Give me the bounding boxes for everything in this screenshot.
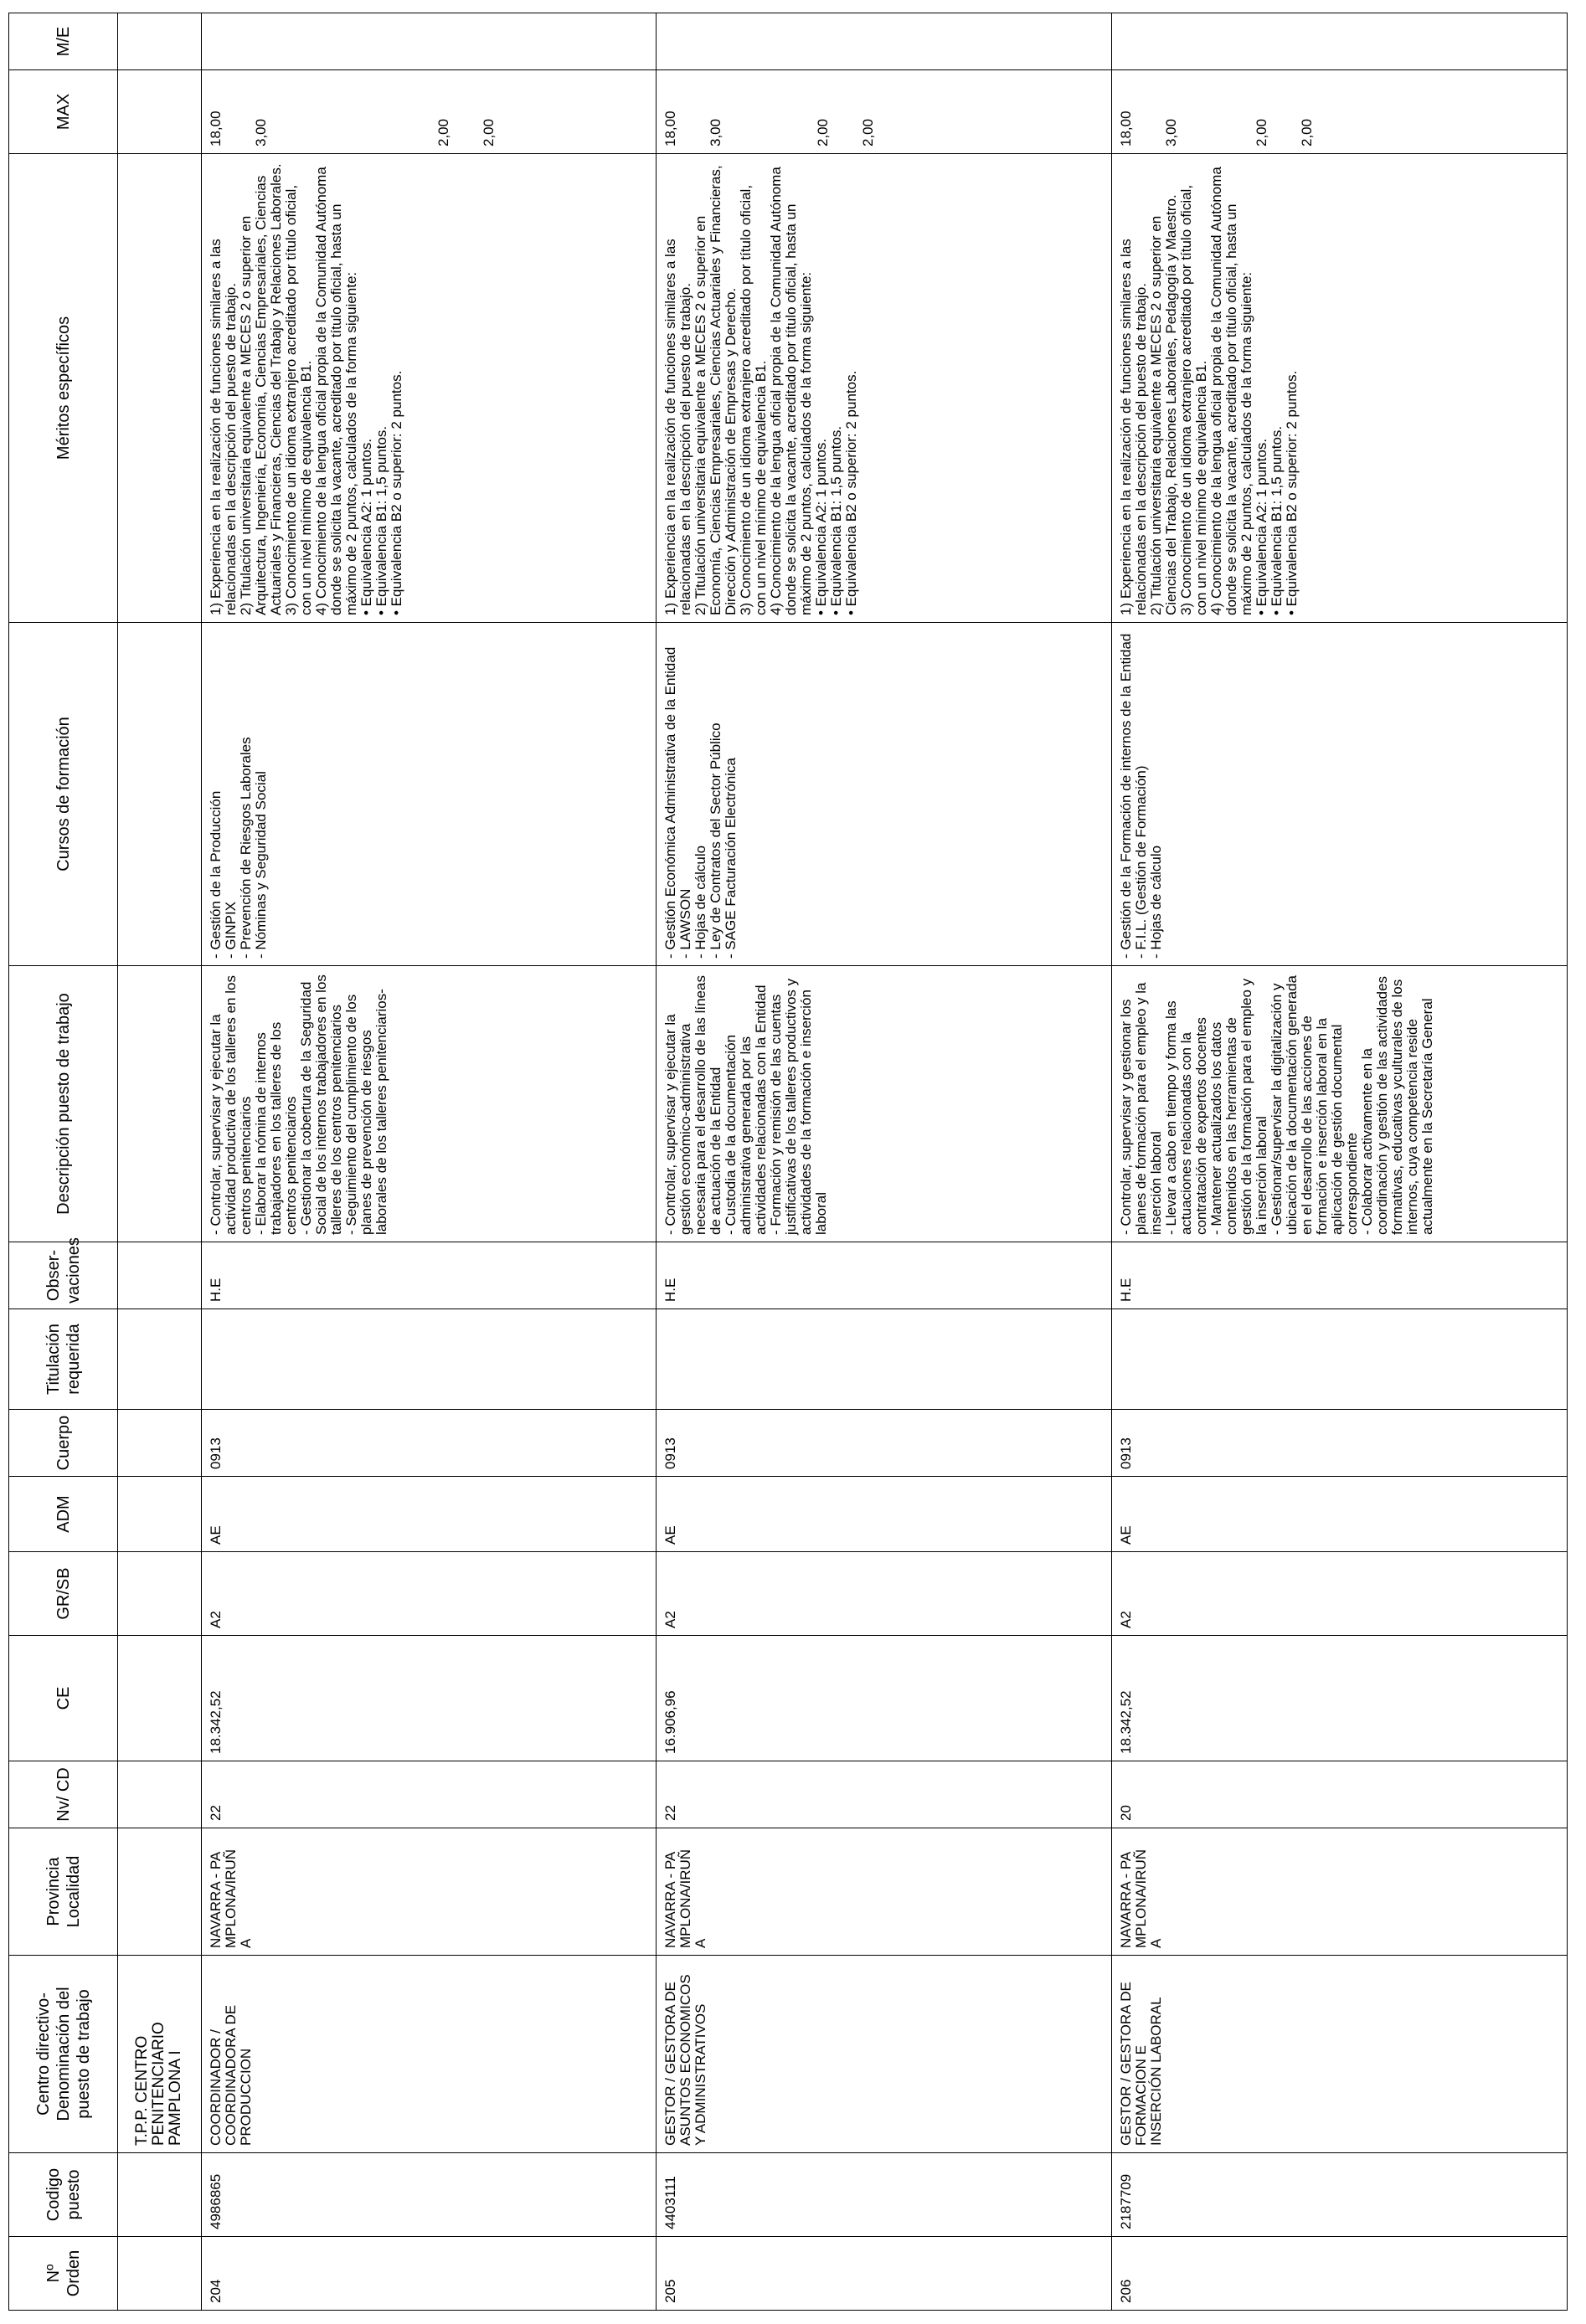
max-value: 3,00: [1163, 118, 1180, 147]
header-adm: ADM: [9, 1477, 118, 1552]
max-value: 3,00: [708, 118, 724, 147]
group-empty-cell: [118, 1552, 202, 1636]
group-empty-cell: [118, 2237, 202, 2311]
cell-titulacion: [1112, 1309, 1568, 1410]
group-empty-cell: [118, 1242, 202, 1309]
cell-observaciones: H.E: [657, 1242, 1112, 1309]
header-orden: Nº Orden: [9, 2237, 118, 2311]
group-centro: T.P.P. CENTRO PENITENCIARIO PAMPLONA I: [118, 1956, 202, 2153]
cell-adm: AE: [657, 1477, 1112, 1552]
cell-nivel: 22: [201, 1761, 657, 1828]
cell-me: [657, 13, 1112, 70]
cell-grsb: A2: [1112, 1552, 1568, 1636]
group-row: [118, 13, 202, 2311]
table-row: [1112, 13, 1568, 2311]
cell-ce: 18.342,52: [201, 1636, 657, 1761]
cell-max: [201, 70, 657, 154]
max-value: 2,00: [435, 118, 451, 147]
group-empty-cell: [118, 1410, 202, 1477]
group-empty-cell: [118, 2153, 202, 2237]
group-empty-cell: [118, 70, 202, 154]
cell-meritos: 1) Experiencia en la realización de funciones similares a las relacionadas en la descripción del puesto de trabajo. 2) Titulación universitaria equivalente a MECES 2 o superior en Arquitectura, Ingeniería, Economía, Ciencias Empresariales, Ciencias Actuariales y Financieras, Ciencias del Trabajo y Relaciones Laborales. 3) Conocimiento de un idioma extranjero acreditado por título oficial, con un nivel mínimo de equivalencia B1. 4) Conocimiento de la lengua oficial propia de la Comunidad Autónoma donde se solicita la vacante, acreditado por título oficial, hasta un máximo de 2 puntos, calculados de la forma siguiente: • Equivalencia A2: 1 puntos. • Equivalencia B1: 1,5 puntos. • Equivalencia B2 o superior: 2 puntos.: [201, 154, 657, 623]
cell-denominacion: COORDINADOR / COORDINADORA DE PRODUCCION: [201, 1956, 657, 2153]
max-value: 18,00: [207, 111, 224, 147]
cell-orden: 204: [201, 2237, 657, 2311]
max-value: 2,00: [1254, 118, 1270, 147]
cell-cuerpo: 0913: [201, 1410, 657, 1477]
header-me: M/E: [9, 13, 118, 70]
max-value: 2,00: [860, 118, 877, 147]
header-meritos: Méritos específicos: [9, 154, 118, 623]
table-row: [657, 13, 1112, 2311]
cell-observaciones: H.E: [201, 1242, 657, 1309]
cell-provincia: NAVARRA - PA MPLONA/IRUÑ A: [1112, 1828, 1568, 1956]
max-value: 3,00: [252, 118, 269, 147]
table-row: [201, 13, 657, 2311]
cell-codigo: 4986865: [201, 2153, 657, 2237]
cell-codigo: 2187709: [1112, 2153, 1568, 2237]
cell-orden: 205: [657, 2237, 1112, 2311]
header-centro: Centro directivo- Denominación del puesto de trabajo: [9, 1956, 118, 2153]
cell-cuerpo: 0913: [657, 1410, 1112, 1477]
header-cuerpo: Cuerpo: [9, 1410, 118, 1477]
group-empty-cell: [118, 13, 202, 70]
cell-denominacion: GESTOR / GESTORA DE ASUNTOS ECONOMICOS Y ADMINISTRATIVOS: [657, 1956, 1112, 2153]
cell-titulacion: [657, 1309, 1112, 1410]
max-value: 2,00: [815, 118, 832, 147]
max-value: 2,00: [1299, 118, 1316, 147]
cell-meritos: 1) Experiencia en la realización de funciones similares a las relacionadas en la descripción del puesto de trabajo. 2) Titulación universitaria equivalente a MECES 2 o superior en Ciencias del Trabajo, Relaciones Laborales, Pedagogía y Maestro. 3) Conocimiento de un idioma extranjero acreditado por título oficial, con un nivel mínimo de equivalencia B1. 4) Conocimiento de la lengua oficial propia de la Comunidad Autónoma donde se solicita la vacante, acreditado por título oficial, hasta un máximo de 2 puntos, calculados de la forma siguiente: • Equivalencia A2: 1 puntos. • Equivalencia B1: 1,5 puntos. • Equivalencia B2 o superior: 2 puntos.: [1112, 154, 1568, 623]
cell-max: [1112, 70, 1568, 154]
header-row: [9, 13, 118, 2311]
group-empty-cell: [118, 154, 202, 623]
cell-descripcion: - Controlar, supervisar y ejecutar la gestión económico-administrativa necesaria para el desarrollo de las líneas de actuación de la Entidad - Custodia de la documentación administrativa generada por las actividades relacionadas con la Entidad - Formación y remisión de las cuentas justificativas de los talleres productivos y actividades de la formación e inserción laboral: [657, 966, 1112, 1242]
header-cursos: Cursos de formación: [9, 623, 118, 966]
group-empty-cell: [118, 623, 202, 966]
group-empty-cell: [118, 966, 202, 1242]
header-titulacion: Titulación requerida: [9, 1309, 118, 1410]
cell-cursos: - Gestión de la Formación de internos de la Entidad - F.I.L. (Gestión de Formación) - Hojas de cálculo: [1112, 623, 1568, 966]
cell-provincia: NAVARRA - PA MPLONA/IRUÑ A: [201, 1828, 657, 1956]
cell-denominacion: GESTOR / GESTORA DE FORMACION E INSERCIÓN LABORAL: [1112, 1956, 1568, 2153]
cell-nivel: 22: [657, 1761, 1112, 1828]
cell-cursos: - Gestión Económica Administrativa de la Entidad - LAWSON - Hojas de cálculo - Ley de Contratos del Sector Público - SAGE Facturación Electrónica: [657, 623, 1112, 966]
header-observaciones: Obser- vaciones: [9, 1242, 118, 1309]
header-max: MAX: [9, 70, 118, 154]
header-ce: CE: [9, 1636, 118, 1761]
cell-ce: 16.906,96: [657, 1636, 1112, 1761]
header-nivel: Nv/ CD: [9, 1761, 118, 1828]
cell-me: [201, 13, 657, 70]
cell-ce: 18.342,52: [1112, 1636, 1568, 1761]
max-value: 18,00: [662, 111, 679, 147]
cell-descripcion: - Controlar, supervisar y gestionar los planes de formación para el empleo y la inserción laboral - Llevar a cabo en tiempo y forma las actuaciones relacionadas con la contratación de expertos docentes - Mantener actualizados los datos contenidos en las herramientas de gestión de la formación para el empleo y la inserción laboral - Gestionar/supervisar la digitalización y ubicación de la documentación generada en el desarrollo de las acciones de formación e inserción laboral en la aplicación de gestión documental correspondiente - Colaborar activamente en la coordinación y gestión de las actividades formativas, educativas yculturales de los internos, cuya competencia reside actualmente en la Secretaría General: [1112, 966, 1568, 1242]
cell-cuerpo: 0913: [1112, 1410, 1568, 1477]
header-grsb: GR/SB: [9, 1552, 118, 1636]
cell-orden: 206: [1112, 2237, 1568, 2311]
cell-adm: AE: [1112, 1477, 1568, 1552]
group-empty-cell: [118, 1636, 202, 1761]
cell-descripcion: - Controlar, supervisar y ejecutar la actividad productiva de los talleres en los centros penitenciarios - Elaborar la nómina de internos trabajadores en los talleres de los centros penitenciarios - Gestionar la cobertura de la Seguridad Social de los internos trabajadores en los talleres de los centros penitenciarios - Seguimiento del cumplimiento de los planes de prevención de riesgos laborales de los talleres penitenciarios-: [201, 966, 657, 1242]
group-empty-cell: [118, 1761, 202, 1828]
cell-grsb: A2: [201, 1552, 657, 1636]
cell-adm: AE: [201, 1477, 657, 1552]
cell-me: [1112, 13, 1568, 70]
cell-provincia: NAVARRA - PA MPLONA/IRUÑ A: [657, 1828, 1112, 1956]
header-provincia: Provincia Localidad: [9, 1828, 118, 1956]
cell-observaciones: H.E: [1112, 1242, 1568, 1309]
cell-grsb: A2: [657, 1552, 1112, 1636]
job-positions-table: [8, 13, 1568, 2311]
cell-titulacion: [201, 1309, 657, 1410]
max-value: 18,00: [1118, 111, 1135, 147]
group-empty-cell: [118, 1477, 202, 1552]
group-empty-cell: [118, 1828, 202, 1956]
header-codigo: Codigo puesto: [9, 2153, 118, 2237]
cell-max: [657, 70, 1112, 154]
cell-nivel: 20: [1112, 1761, 1568, 1828]
cell-codigo: 4403111: [657, 2153, 1112, 2237]
cell-cursos: - Gestión de la Producción - GINPIX - Prevención de Riesgos Laborales - Nóminas y Seguridad Social: [201, 623, 657, 966]
header-descripcion: Descripción puesto de trabajo: [9, 966, 118, 1242]
max-value: 2,00: [480, 118, 497, 147]
cell-meritos: 1) Experiencia en la realización de funciones similares a las relacionadas en la descripción del puesto de trabajo. 2) Titulación universitaria equivalente a MECES 2 o superior en Economía, Ciencias Empresariales, Ciencias Actuariales y Financieras, Dirección y Administración de Empresas y Derecho. 3) Conocimiento de un idioma extranjero acreditado por título oficial, con un nivel mínimo de equivalencia B1. 4) Conocimiento de la lengua oficial propia de la Comunidad Autónoma donde se solicita la vacante, acreditado por título oficial, hasta un máximo de 2 puntos, calculados de la forma siguiente: • Equivalencia A2: 1 puntos. • Equivalencia B1: 1,5 puntos. • Equivalencia B2 o superior: 2 puntos.: [657, 154, 1112, 623]
group-empty-cell: [118, 1309, 202, 1410]
